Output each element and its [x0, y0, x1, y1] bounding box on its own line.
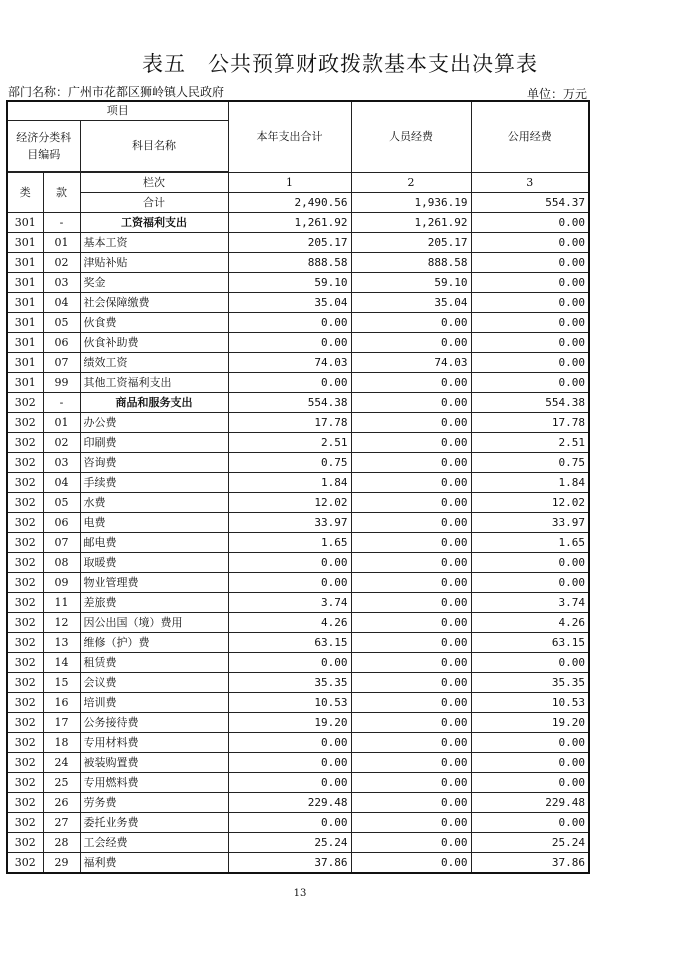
total-amount: 0.00 — [228, 373, 351, 393]
public-amount: 12.02 — [471, 493, 589, 513]
public-amount: 33.97 — [471, 513, 589, 533]
subject-name: 劳务费 — [80, 793, 228, 813]
kuan-code: 17 — [43, 713, 80, 733]
kuan-code: 06 — [43, 333, 80, 353]
public-amount: 35.35 — [471, 673, 589, 693]
lei-code: 301 — [7, 353, 43, 373]
personnel-amount: 59.10 — [351, 273, 471, 293]
public-amount: 0.75 — [471, 453, 589, 473]
table-row — [7, 633, 589, 653]
subject-name: 津贴补贴 — [80, 253, 228, 273]
subject-name: 社会保障缴费 — [80, 293, 228, 313]
kuan-header: 款 — [43, 173, 80, 213]
page-number: 13 — [293, 888, 307, 899]
unit-label: 单位：万元 — [526, 87, 587, 101]
lei-code: 302 — [7, 853, 43, 874]
personnel-amount: 0.00 — [351, 333, 471, 353]
lei-code: 301 — [7, 213, 43, 233]
personnel-amount: 0.00 — [351, 553, 471, 573]
subject-name: 工会经费 — [80, 833, 228, 853]
personnel-amount: 0.00 — [351, 473, 471, 493]
total-amount: 19.20 — [228, 713, 351, 733]
table-row — [7, 513, 589, 533]
lei-code: 301 — [7, 373, 43, 393]
subject-name: 奖金 — [80, 273, 228, 293]
public-amount: 19.20 — [471, 713, 589, 733]
personnel-amount: 0.00 — [351, 593, 471, 613]
total-amount: 0.00 — [228, 753, 351, 773]
kuan-code: 05 — [43, 493, 80, 513]
lei-code: 302 — [7, 733, 43, 753]
lei-code: 301 — [7, 273, 43, 293]
kuan-code: 04 — [43, 293, 80, 313]
lei-code: 301 — [7, 233, 43, 253]
public-amount: 1.65 — [471, 533, 589, 553]
table-row — [7, 233, 589, 253]
subject-name: 取暖费 — [80, 553, 228, 573]
subject-name: 伙食补助费 — [80, 333, 228, 353]
public-amount: 0.00 — [471, 653, 589, 673]
subject-name: 培训费 — [80, 693, 228, 713]
kuan-code: 26 — [43, 793, 80, 813]
total-amount: 35.04 — [228, 293, 351, 313]
total-amount: 229.48 — [228, 793, 351, 813]
subject-name: 其他工资福利支出 — [80, 373, 228, 393]
total-amount: 3.74 — [228, 593, 351, 613]
table-row — [7, 773, 589, 793]
lei-code: 302 — [7, 493, 43, 513]
subject-name: 电费 — [80, 513, 228, 533]
subject-name: 专用材料费 — [80, 733, 228, 753]
personnel-amount: 0.00 — [351, 733, 471, 753]
personnel-amount: 888.58 — [351, 253, 471, 273]
kuan-code: 01 — [43, 233, 80, 253]
lei-code: 302 — [7, 393, 43, 413]
public-amount: 0.00 — [471, 353, 589, 373]
kuan-code: 14 — [43, 653, 80, 673]
lei-code: 302 — [7, 713, 43, 733]
total-label: 合计 — [80, 193, 228, 213]
public-amount: 10.53 — [471, 693, 589, 713]
personnel-amount: 0.00 — [351, 533, 471, 553]
personnel-amount: 0.00 — [351, 673, 471, 693]
total-amount: 0.00 — [228, 573, 351, 593]
kuan-code: 29 — [43, 853, 80, 874]
public-amount: 63.15 — [471, 633, 589, 653]
personnel-amount: 0.00 — [351, 613, 471, 633]
total-amount: 12.02 — [228, 493, 351, 513]
lei-code: 302 — [7, 633, 43, 653]
total-amount: 1.65 — [228, 533, 351, 553]
table-row — [7, 493, 589, 513]
table-row — [7, 833, 589, 853]
personnel-amount: 0.00 — [351, 633, 471, 653]
public-amount: 0.00 — [471, 813, 589, 833]
public-amount: 0.00 — [471, 213, 589, 233]
lei-code: 302 — [7, 613, 43, 633]
kuan-code: 03 — [43, 273, 80, 293]
subject-name: 福利费 — [80, 853, 228, 874]
public-amount: 0.00 — [471, 573, 589, 593]
personnel-amount: 0.00 — [351, 753, 471, 773]
total-amount: 0.00 — [228, 653, 351, 673]
table-row — [7, 393, 589, 413]
lei-code: 302 — [7, 773, 43, 793]
subject-name: 水费 — [80, 493, 228, 513]
personnel-amount: 0.00 — [351, 513, 471, 533]
table-row — [7, 733, 589, 753]
total-amount: 0.00 — [228, 773, 351, 793]
subject-name: 专用燃料费 — [80, 773, 228, 793]
table-row — [7, 813, 589, 833]
public-amount: 229.48 — [471, 793, 589, 813]
lei-code: 302 — [7, 653, 43, 673]
table-row — [7, 573, 589, 593]
total-amount: 888.58 — [228, 253, 351, 273]
personnel-amount: 0.00 — [351, 793, 471, 813]
personnel-amount: 0.00 — [351, 453, 471, 473]
lei-code: 302 — [7, 433, 43, 453]
total-amount: 37.86 — [228, 853, 351, 874]
lei-code: 301 — [7, 293, 43, 313]
kuan-code: 27 — [43, 813, 80, 833]
personnel-amount: 0.00 — [351, 313, 471, 333]
column-index-2: 2 — [351, 173, 471, 193]
kuan-code: - — [43, 393, 80, 413]
subject-name: 基本工资 — [80, 233, 228, 253]
subject-name-header: 科目名称 — [80, 121, 228, 172]
personnel-amount: 0.00 — [351, 493, 471, 513]
personnel-amount: 35.04 — [351, 293, 471, 313]
public-amount: 0.00 — [471, 273, 589, 293]
table-row — [7, 433, 589, 453]
table-row — [7, 673, 589, 693]
table-row — [7, 713, 589, 733]
total-amount: 25.24 — [228, 833, 351, 853]
kuan-code: 16 — [43, 693, 80, 713]
subject-name: 因公出国（境）费用 — [80, 613, 228, 633]
kuan-code: 06 — [43, 513, 80, 533]
econ-code-label: 经济分类科目编码 — [16, 131, 72, 161]
page-title: 表五 公共预算财政拨款基本支出决算表 — [142, 52, 538, 76]
personnel-amount: 205.17 — [351, 233, 471, 253]
total-amount: 2,490.56 — [228, 193, 351, 213]
personnel-amount: 0.00 — [351, 773, 471, 793]
kuan-code: 18 — [43, 733, 80, 753]
public-amount: 0.00 — [471, 753, 589, 773]
personnel-amount: 74.03 — [351, 353, 471, 373]
public-amount: 0.00 — [471, 313, 589, 333]
total-amount: 0.00 — [228, 813, 351, 833]
table-row — [7, 273, 589, 293]
kuan-code: 09 — [43, 573, 80, 593]
personnel-amount: 0.00 — [351, 373, 471, 393]
personnel-amount: 0.00 — [351, 833, 471, 853]
public-amount: 554.38 — [471, 393, 589, 413]
subject-name: 被装购置费 — [80, 753, 228, 773]
col-personnel-header: 人员经费 — [351, 101, 471, 173]
lei-code: 302 — [7, 453, 43, 473]
personnel-amount: 0.00 — [351, 693, 471, 713]
public-amount: 0.00 — [471, 553, 589, 573]
public-amount: 1.84 — [471, 473, 589, 493]
personnel-amount: 0.00 — [351, 813, 471, 833]
subject-name: 印刷费 — [80, 433, 228, 453]
total-amount: 2.51 — [228, 433, 351, 453]
public-amount: 3.74 — [471, 593, 589, 613]
kuan-code: 03 — [43, 453, 80, 473]
public-amount: 0.00 — [471, 233, 589, 253]
table-row — [7, 293, 589, 313]
kuan-code: - — [43, 213, 80, 233]
personnel-amount: 0.00 — [351, 413, 471, 433]
subject-name: 工资福利支出 — [80, 213, 228, 233]
personnel-amount: 0.00 — [351, 433, 471, 453]
kuan-code: 05 — [43, 313, 80, 333]
total-amount: 205.17 — [228, 233, 351, 253]
kuan-code: 07 — [43, 353, 80, 373]
total-amount: 0.00 — [228, 333, 351, 353]
table-row — [7, 353, 589, 373]
lei-code: 302 — [7, 813, 43, 833]
total-amount: 59.10 — [228, 273, 351, 293]
public-amount: 0.00 — [471, 253, 589, 273]
public-amount: 0.00 — [471, 293, 589, 313]
subject-name: 物业管理费 — [80, 573, 228, 593]
subject-name: 委托业务费 — [80, 813, 228, 833]
table-row — [7, 213, 589, 233]
public-amount: 25.24 — [471, 833, 589, 853]
col-public-header: 公用经费 — [471, 101, 589, 173]
public-amount: 0.00 — [471, 333, 589, 353]
table-row — [7, 313, 589, 333]
table-row — [7, 533, 589, 553]
lei-code: 302 — [7, 573, 43, 593]
table-row — [7, 473, 589, 493]
total-amount: 33.97 — [228, 513, 351, 533]
lei-code: 302 — [7, 793, 43, 813]
lanci-label: 栏次 — [80, 173, 228, 193]
lei-code: 302 — [7, 533, 43, 553]
subject-name: 公务接待费 — [80, 713, 228, 733]
total-amount: 10.53 — [228, 693, 351, 713]
kuan-code: 11 — [43, 593, 80, 613]
kuan-code: 02 — [43, 253, 80, 273]
total-amount: 1,261.92 — [228, 213, 351, 233]
kuan-code: 99 — [43, 373, 80, 393]
subject-name: 办公费 — [80, 413, 228, 433]
public-amount: 0.00 — [471, 733, 589, 753]
kuan-code: 25 — [43, 773, 80, 793]
total-personnel: 1,936.19 — [351, 193, 471, 213]
lei-code: 302 — [7, 553, 43, 573]
kuan-code: 15 — [43, 673, 80, 693]
total-amount: 0.75 — [228, 453, 351, 473]
lei-code: 302 — [7, 753, 43, 773]
table-row — [7, 593, 589, 613]
personnel-amount: 1,261.92 — [351, 213, 471, 233]
department-name: 部门名称：广州市花都区狮岭镇人民政府 — [8, 85, 225, 99]
subject-name: 咨询费 — [80, 453, 228, 473]
total-amount: 17.78 — [228, 413, 351, 433]
public-amount: 17.78 — [471, 413, 589, 433]
public-amount: 4.26 — [471, 613, 589, 633]
kuan-code: 07 — [43, 533, 80, 553]
public-amount: 0.00 — [471, 373, 589, 393]
column-index-3: 3 — [471, 173, 589, 193]
lei-code: 302 — [7, 693, 43, 713]
personnel-amount: 0.00 — [351, 393, 471, 413]
lei-code: 302 — [7, 593, 43, 613]
table-row — [7, 413, 589, 433]
table-row — [7, 453, 589, 473]
public-amount: 2.51 — [471, 433, 589, 453]
lei-code: 302 — [7, 673, 43, 693]
public-amount: 0.00 — [471, 773, 589, 793]
total-amount: 0.00 — [228, 313, 351, 333]
kuan-code: 28 — [43, 833, 80, 853]
table-row — [7, 853, 589, 874]
kuan-code: 04 — [43, 473, 80, 493]
total-public: 554.37 — [471, 193, 589, 213]
lanci-row — [7, 173, 589, 193]
table-row — [7, 333, 589, 353]
subject-name: 绩效工资 — [80, 353, 228, 373]
lei-code: 302 — [7, 413, 43, 433]
expenditure-table — [6, 100, 590, 874]
kuan-code: 08 — [43, 553, 80, 573]
lei-header: 类 — [7, 173, 43, 213]
personnel-amount: 0.00 — [351, 853, 471, 874]
lei-code: 301 — [7, 333, 43, 353]
public-amount: 37.86 — [471, 853, 589, 874]
lei-code: 302 — [7, 473, 43, 493]
table-row — [7, 653, 589, 673]
total-amount: 1.84 — [228, 473, 351, 493]
lei-code: 301 — [7, 313, 43, 333]
table-row — [7, 253, 589, 273]
lei-code: 302 — [7, 833, 43, 853]
subject-name: 租赁费 — [80, 653, 228, 673]
kuan-code: 13 — [43, 633, 80, 653]
total-amount: 554.38 — [228, 393, 351, 413]
total-amount: 0.00 — [228, 733, 351, 753]
total-amount: 0.00 — [228, 553, 351, 573]
header-row-project — [7, 101, 589, 121]
project-header: 项目 — [7, 101, 228, 121]
kuan-code: 02 — [43, 433, 80, 453]
subject-name: 差旅费 — [80, 593, 228, 613]
table-row — [7, 553, 589, 573]
kuan-code: 01 — [43, 413, 80, 433]
col-total-header: 本年支出合计 — [228, 101, 351, 173]
lei-code: 302 — [7, 513, 43, 533]
personnel-amount: 0.00 — [351, 573, 471, 593]
subject-name: 商品和服务支出 — [80, 393, 228, 413]
subject-name: 会议费 — [80, 673, 228, 693]
personnel-amount: 0.00 — [351, 713, 471, 733]
table-row — [7, 613, 589, 633]
personnel-amount: 0.00 — [351, 653, 471, 673]
subject-name: 维修（护）费 — [80, 633, 228, 653]
total-row — [7, 193, 589, 213]
table-row — [7, 793, 589, 813]
column-index-1: 1 — [228, 173, 351, 193]
subject-name: 邮电费 — [80, 533, 228, 553]
subject-name: 手续费 — [80, 473, 228, 493]
lei-code: 301 — [7, 253, 43, 273]
econ-code-header — [7, 121, 80, 172]
total-amount: 74.03 — [228, 353, 351, 373]
table-row — [7, 373, 589, 393]
table-row — [7, 753, 589, 773]
total-amount: 35.35 — [228, 673, 351, 693]
subject-name: 伙食费 — [80, 313, 228, 333]
total-amount: 63.15 — [228, 633, 351, 653]
kuan-code: 24 — [43, 753, 80, 773]
table-row — [7, 693, 589, 713]
total-amount: 4.26 — [228, 613, 351, 633]
kuan-code: 12 — [43, 613, 80, 633]
